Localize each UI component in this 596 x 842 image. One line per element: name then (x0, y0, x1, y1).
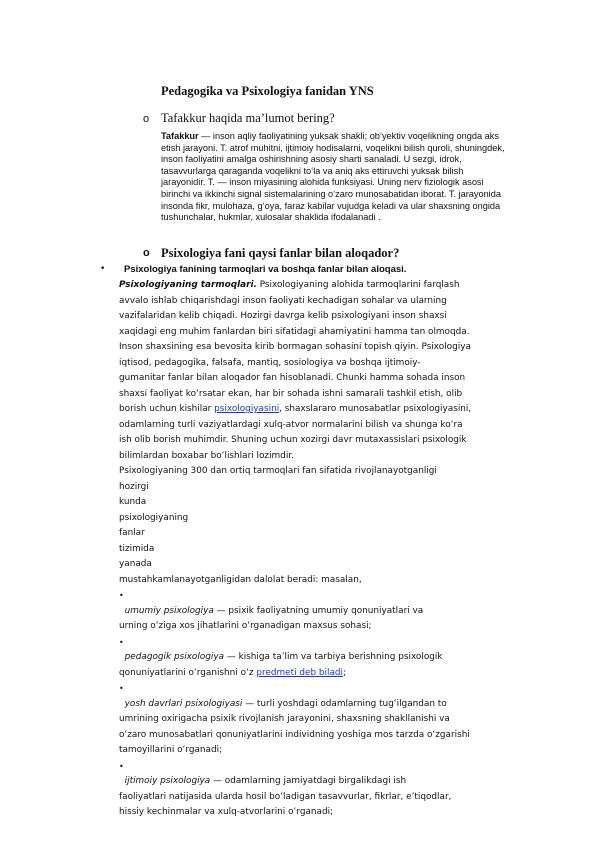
body-line: gumanitar fanlar bilan aloqador fan hisoblanadi. Chunki hamma sohada inson (119, 373, 466, 383)
list-bullet: • (119, 637, 124, 647)
item-term: yosh davrlari psixologiyasi (124, 698, 243, 709)
answer-term: Tafakkur (161, 131, 199, 141)
body-line: yanada (119, 559, 152, 569)
answer-line: tasavvurlarga qaraganda voqelikni toʻla va aniq aks ettiruvchi yuksak bilish (161, 165, 464, 176)
intro-term: Psixologiyaning tarmoqlari. (119, 280, 257, 290)
list-bullet: • (119, 684, 124, 693)
predmeti-link[interactable]: predmeti deb biladi (256, 667, 344, 678)
list-item-umumiy: umumiy psixologiya — psixik faoliyatning umumiy qonuniyatlari va (124, 605, 424, 616)
body-line: mustahkamlanayotganligidan dalolat beradi: masalan, (119, 574, 362, 585)
item-term: ijtimoiy psixologiya (124, 776, 211, 786)
list-item-ijtimoiy: ijtimoiy psixologiya — odamlarning jamiyatdagi birgalikdagi ish (124, 776, 407, 786)
item-term: pedagogik psixologiya (124, 652, 225, 662)
list-bullet: • (119, 591, 124, 600)
question2-heading: Psixologiya fani qaysi fanlar bilan aloqador? (161, 246, 400, 260)
list-bullet: • (119, 761, 124, 771)
answer-line: jarayonidir. T. — inson miyasining alohida funksiyasi. Uning nerv fiziologik asosi (161, 177, 484, 188)
body-line: hozirgi (119, 481, 149, 492)
body-line: umrining oxirigacha psixik rivojlanish jarayonini, shaxsning shakllanishi va (119, 714, 450, 724)
body-line: ish olib borish muhimdir. Shuning uchun xozirgi davr mutaxassislari psixologik (119, 435, 467, 445)
body-line: oʻzaro munosabatlari qonuniyatlarini individning yoshiga mos tarzda oʻzgarishi (119, 729, 470, 740)
question1-marker: o (143, 113, 150, 125)
item-term: umumiy psixologiya (124, 605, 214, 616)
answer-line: tushunchalar, hukmlar, xulosalar shaklida ifodalanadi . (161, 212, 381, 223)
body-line: urning oʻziga xos jihatlarini oʻrganadigan maxsus sohasi; (119, 621, 372, 631)
body-line: bilimlardan boxabar boʻlishlari lozimdir. (119, 450, 294, 461)
section-body (119, 278, 519, 821)
body-line: kunda (119, 497, 147, 507)
body-line: tizimida (119, 543, 155, 554)
list-item-pedagogik: pedagogik psixologiya — kishiga taʼlim va tarbiya berishning psixologik (124, 652, 443, 662)
question1-answer (161, 131, 561, 224)
answer-line: insonda fikr, mulohaza, gʻoya, faraz kabilar vujudga keladi va ular shaxsning ongida (161, 200, 501, 211)
answer-line: birinchi va ikkinchi signal sistemalarining oʻzaro munosabatidan iborat. T. jarayonida (161, 188, 501, 199)
body-line: Inson shaxsining esa bevosita kirib bormagan sohasini topish qiyin. Psixologiya (119, 342, 471, 352)
body-line: avvalo ishlab chiqarishdagi inson faoliyati kechadigan sohalar va ularning (119, 295, 447, 306)
document-title: Pedagogika va Psixologiya fanidan YNS (161, 84, 374, 98)
section-bullet: • (100, 264, 106, 274)
body-line: psixologiyaning (119, 512, 189, 523)
body-line: borish uchun kishilar psixologiyasini, shaxslararo munosabatlar psixologiyasini, (119, 404, 472, 414)
body-line: qonuniyatlarini oʻrganishni oʻz predmeti deb biladi; (119, 667, 347, 678)
body-line: fanlar (119, 528, 145, 538)
body-line: Psixologiyaning 300 dan ortiq tarmoqlari fan sifatida rivojlanayotganligi (119, 466, 437, 476)
question1-heading: Tafakkur haqida ma’lumot bering? (161, 111, 335, 125)
answer-line: Tafakkur — inson aqliy faoliyatining yuksak shakli; ob’yektiv voqelikning ongda aks (161, 131, 499, 141)
list-item-yosh: yosh davrlari psixologiyasi — turli yoshdagi odamlarning tugʻilgandan to (124, 698, 447, 709)
answer-line: etish jarayoni. T. atrof muhitni, ijtimoiy hodisalarni, voqelikni bilish quroli, shuningdek, (161, 142, 505, 153)
body-line: iqtisod, pedagogika, falsafa, mantiq, sosiologiya va boshqa ijtimoiy- (119, 357, 421, 368)
body-line: hissiy kechinmalar va xulq-atvorlarini oʻrganadi; (119, 807, 334, 817)
body-line: tamoyillarini oʻrganadi; (119, 745, 223, 755)
question2-marker: o (143, 247, 150, 259)
body-line: Psixologiyaning tarmoqlari. Psixologiyaning alohida tarmoqlarini farqlash (119, 280, 460, 290)
body-line: vazifalaridan kelib chiqadi. Hozirgi davrga kelib psixologiyani inson shaxsi (119, 311, 447, 321)
answer-line: inson faoliyatini amalga oshirishning asosiy sharti sanaladi. U sezgi, idrok, (161, 154, 462, 165)
body-line: xaqidagi eng muhim fanlardan biri sifatidagi ahamiyatini hamma tan olmoqda. (119, 326, 470, 337)
psixologiya-link[interactable]: psixologiyasini (214, 404, 280, 414)
body-line: shaxsi faoliyat koʻrsatar ekan, har bir sohada ishni samarali tashkil etish, olib (119, 388, 463, 399)
body-line: odamlarning turli vaziyatlardagi xulq-atvor normalarini bilish va shunga koʻra (119, 419, 463, 430)
section-heading: Psixologiya fanining tarmoqlari va boshqa fanlar bilan aloqasi. (124, 264, 407, 275)
body-line: faoliyatlari natijasida ularda hosil boʻladigan tasavvurlar, fikrlar, eʼtiqodlar, (119, 791, 452, 802)
